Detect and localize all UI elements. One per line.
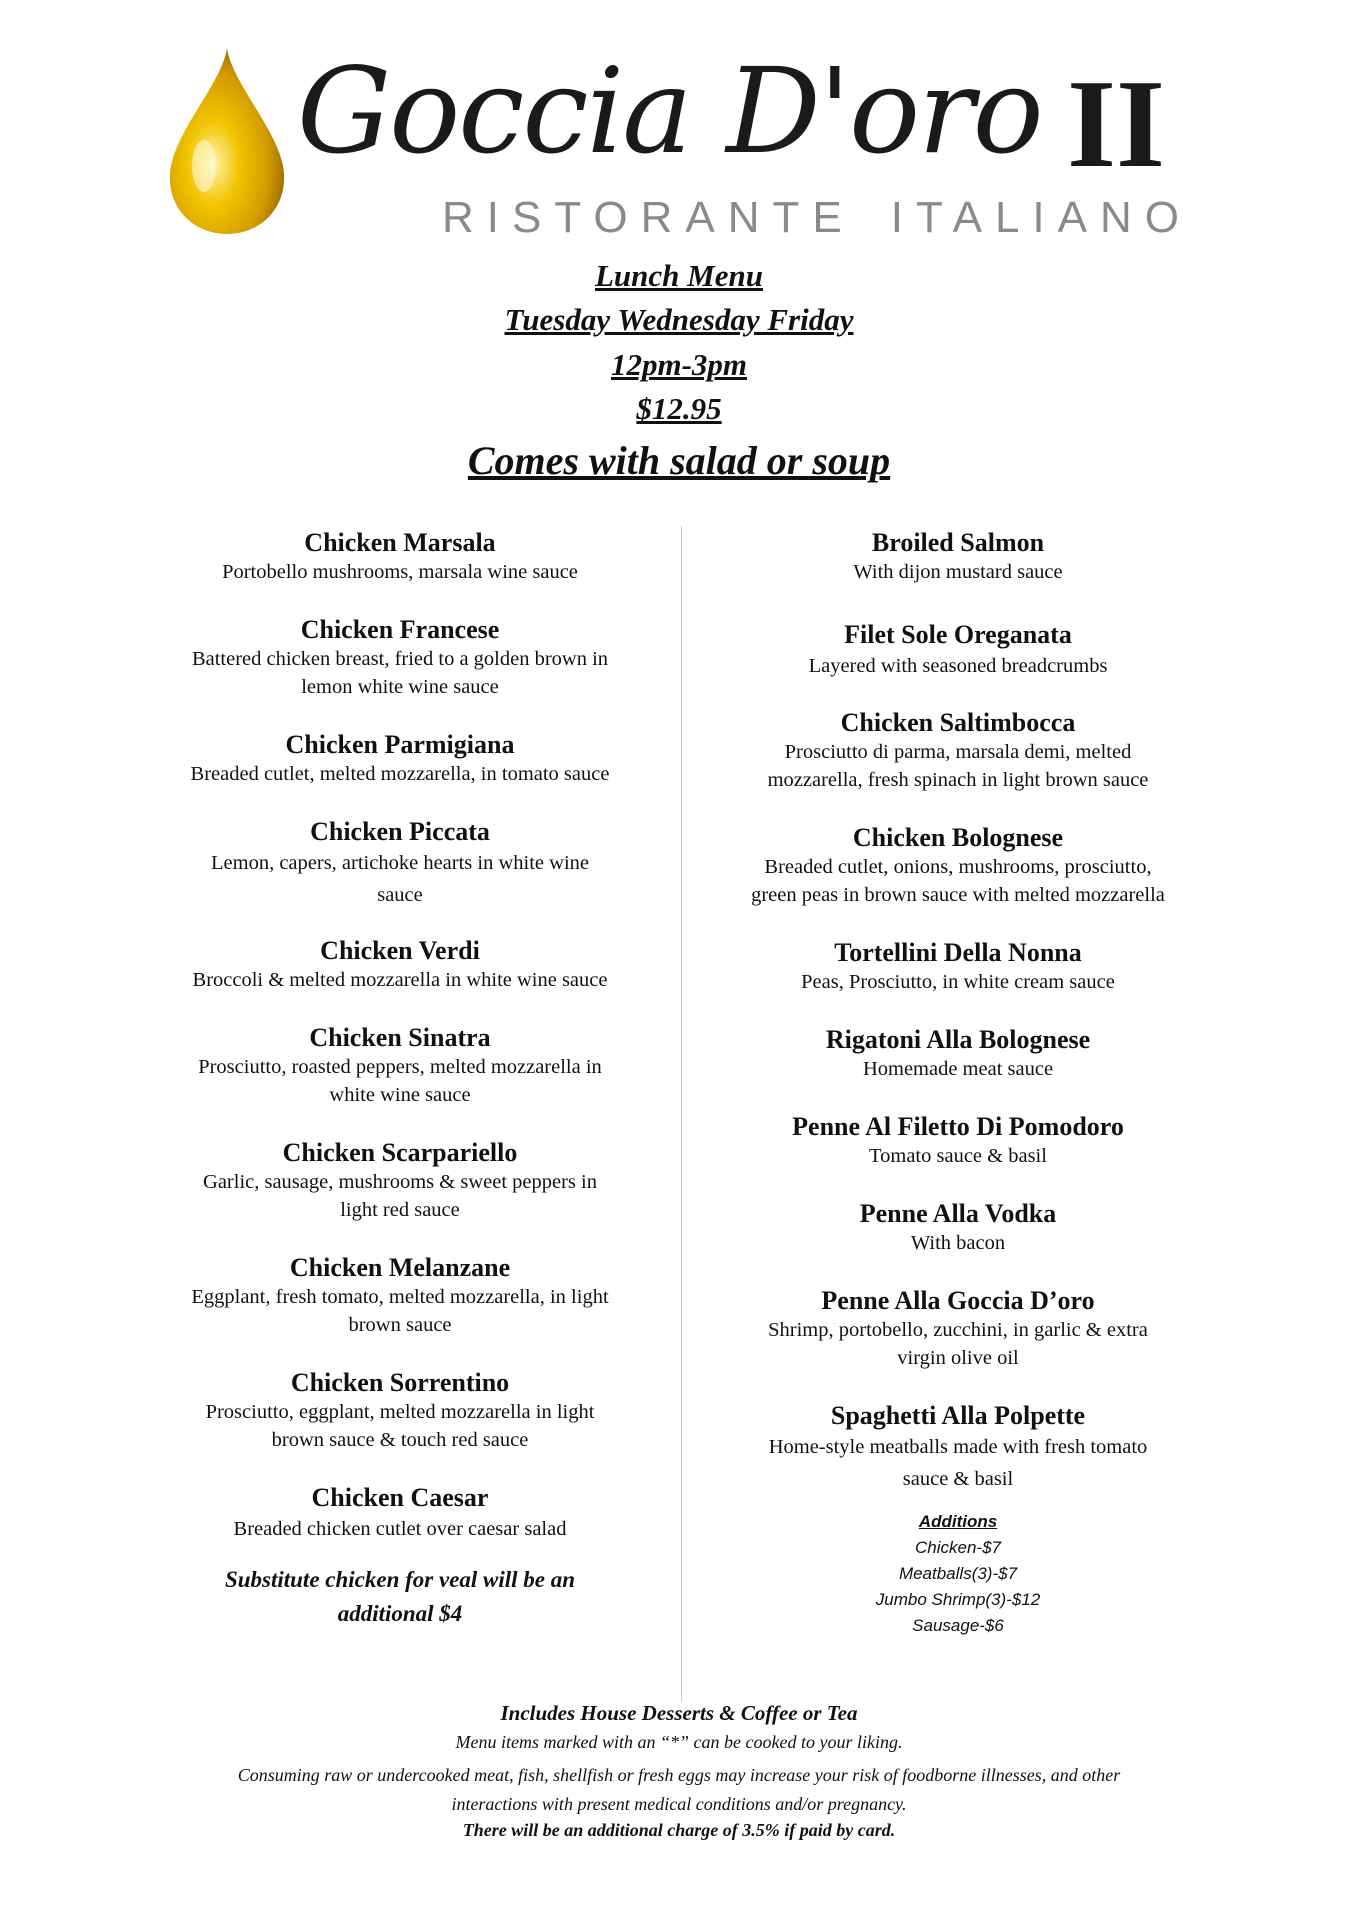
menu-item (160, 1483, 640, 1545)
footer-marked-note: Menu items marked with an “*” can be cooked to your liking. (455, 1732, 903, 1752)
item-desc: With dijon mustard sauce (853, 561, 1063, 583)
item-desc: Home-style meatballs made with fresh tomato (768, 1436, 1148, 1458)
menu-item (160, 730, 640, 788)
item-desc: Peas, Prosciutto, in white cream sauce (801, 971, 1115, 993)
substitute-note-line: Substitute chicken for veal will be an (224, 1567, 576, 1592)
item-desc: virgin olive oil (897, 1347, 1019, 1369)
item-desc: sauce (377, 884, 423, 906)
footer-includes: Includes House Desserts & Coffee or Tea (500, 1701, 858, 1725)
menu-title: Lunch Menu (595, 258, 763, 293)
item-desc: Breaded cutlet, melted mozzarella, in tomato sauce (190, 763, 610, 785)
item-desc: white wine sauce (329, 1084, 471, 1106)
item-desc: green peas in brown sauce with melted mozzarella (751, 884, 1165, 906)
item-desc: Prosciutto, roasted peppers, melted mozzarella in (198, 1056, 602, 1078)
item-name: Chicken Saltimbocca (840, 708, 1076, 737)
item-name: Chicken Sinatra (309, 1023, 491, 1052)
menu-item (718, 620, 1198, 682)
menu-item (160, 936, 640, 994)
menu-item (160, 1368, 640, 1454)
item-desc: Shrimp, portobello, zucchini, in garlic & extra (768, 1319, 1148, 1341)
menu-item (160, 1023, 640, 1109)
item-name: Chicken Melanzane (289, 1253, 511, 1282)
logo-numeral: II (1067, 55, 1166, 194)
item-desc: light red sauce (340, 1199, 460, 1221)
item-name: Chicken Marsala (304, 528, 496, 557)
item-name: Penne Alla Vodka (859, 1199, 1057, 1228)
item-desc: Prosciutto, eggplant, melted mozzarella in light (205, 1401, 595, 1423)
additions-list (718, 1509, 1198, 1639)
footer-warning (0, 1761, 1358, 1819)
item-desc: Eggplant, fresh tomato, melted mozzarella, in light (191, 1286, 609, 1308)
item-name: Penne Alla Goccia D’oro (821, 1286, 1095, 1315)
item-name: Chicken Francese (300, 615, 500, 644)
menu-item (718, 708, 1198, 794)
menu-item (160, 528, 640, 586)
menu-item (718, 823, 1198, 909)
item-desc: Layered with seasoned breadcrumbs (808, 655, 1108, 677)
additions-title: Additions (918, 1512, 998, 1531)
logo-subtitle-left: RISTORANTE (442, 193, 855, 242)
addition-item: Meatballs(3)-$7 (898, 1564, 1018, 1583)
item-desc: sauce & basil (902, 1468, 1014, 1490)
addition-item: Chicken-$7 (915, 1538, 1001, 1557)
menu-hours: 12pm-3pm (610, 347, 748, 382)
menu-item (160, 817, 640, 911)
item-desc: Battered chicken breast, fried to a golden brown in (191, 648, 609, 670)
item-name: Chicken Parmigiana (285, 730, 515, 759)
item-desc: With bacon (910, 1232, 1006, 1254)
item-desc: brown sauce (348, 1314, 452, 1336)
substitute-note-line: additional $4 (337, 1601, 463, 1626)
menu-item (718, 528, 1198, 586)
logo-subtitle (442, 193, 1193, 242)
logo-subtitle-right: ITALIANO (890, 193, 1193, 242)
item-desc: Prosciutto di parma, marsala demi, melted (784, 741, 1132, 763)
menu-item (718, 1401, 1198, 1495)
menu-includes: Comes with salad or soup (467, 438, 891, 483)
item-name: Filet Sole Oreganata (844, 620, 1072, 649)
right-menu-column (718, 528, 1198, 1639)
item-desc: Breaded cutlet, onions, mushrooms, prosciutto, (764, 856, 1152, 878)
item-name: Chicken Bolognese (852, 823, 1064, 852)
substitute-note (160, 1563, 640, 1631)
item-name: Tortellini Della Nonna (834, 938, 1082, 967)
item-desc: Homemade meat sauce (862, 1058, 1054, 1080)
item-desc: lemon white wine sauce (301, 676, 499, 698)
menu-item (718, 1286, 1198, 1372)
menu-item (160, 1253, 640, 1339)
item-name: Broiled Salmon (871, 528, 1045, 557)
menu-days: Tuesday Wednesday Friday (504, 302, 854, 337)
item-name: Chicken Caesar (311, 1483, 489, 1512)
menu-item (160, 615, 640, 701)
item-desc: Portobello mushrooms, marsala wine sauce (222, 561, 578, 583)
item-name: Penne Al Filetto Di Pomodoro (792, 1112, 1124, 1141)
item-desc: Tomato sauce & basil (869, 1145, 1047, 1167)
left-menu-column (160, 528, 640, 1631)
item-name: Chicken Sorrentino (290, 1368, 510, 1397)
item-name: Spaghetti Alla Polpette (830, 1401, 1086, 1430)
addition-item: Jumbo Shrimp(3)-$12 (875, 1590, 1041, 1609)
footer-warning-line: Consuming raw or undercooked meat, fish, shellfish or fresh eggs may increase your risk of foodborne illnesses, and other (237, 1765, 1121, 1785)
addition-item: Sausage-$6 (912, 1616, 1004, 1635)
menu-item (718, 1025, 1198, 1083)
oil-drop-icon (162, 44, 292, 239)
restaurant-logo (162, 44, 1212, 244)
menu-item (718, 938, 1198, 996)
item-desc: mozzarella, fresh spinach in light brown sauce (767, 769, 1149, 791)
footer-warning-line: interactions with present medical conditions and/or pregnancy. (451, 1794, 907, 1814)
logo-script-text: Goccia D'oro (297, 42, 1042, 180)
item-desc: Broccoli & melted mozzarella in white wine sauce (192, 969, 608, 991)
item-desc: Breaded chicken cutlet over caesar salad (233, 1518, 567, 1540)
menu-price: $12.95 (636, 391, 722, 426)
item-desc: brown sauce & touch red sauce (271, 1429, 529, 1451)
item-name: Rigatoni Alla Bolognese (825, 1025, 1091, 1054)
menu-item (718, 1112, 1198, 1170)
menu-item (160, 1138, 640, 1224)
footer-card-charge: There will be an additional charge of 3.5% if paid by card. (462, 1820, 896, 1840)
item-desc: Lemon, capers, artichoke hearts in white wine (211, 852, 589, 874)
item-name: Chicken Verdi (320, 936, 480, 965)
item-name: Chicken Scarpariello (282, 1138, 518, 1167)
menu-item (718, 1199, 1198, 1257)
item-name: Chicken Piccata (310, 817, 490, 846)
item-desc: Garlic, sausage, mushrooms & sweet peppers in (203, 1171, 597, 1193)
column-divider (681, 526, 682, 1702)
